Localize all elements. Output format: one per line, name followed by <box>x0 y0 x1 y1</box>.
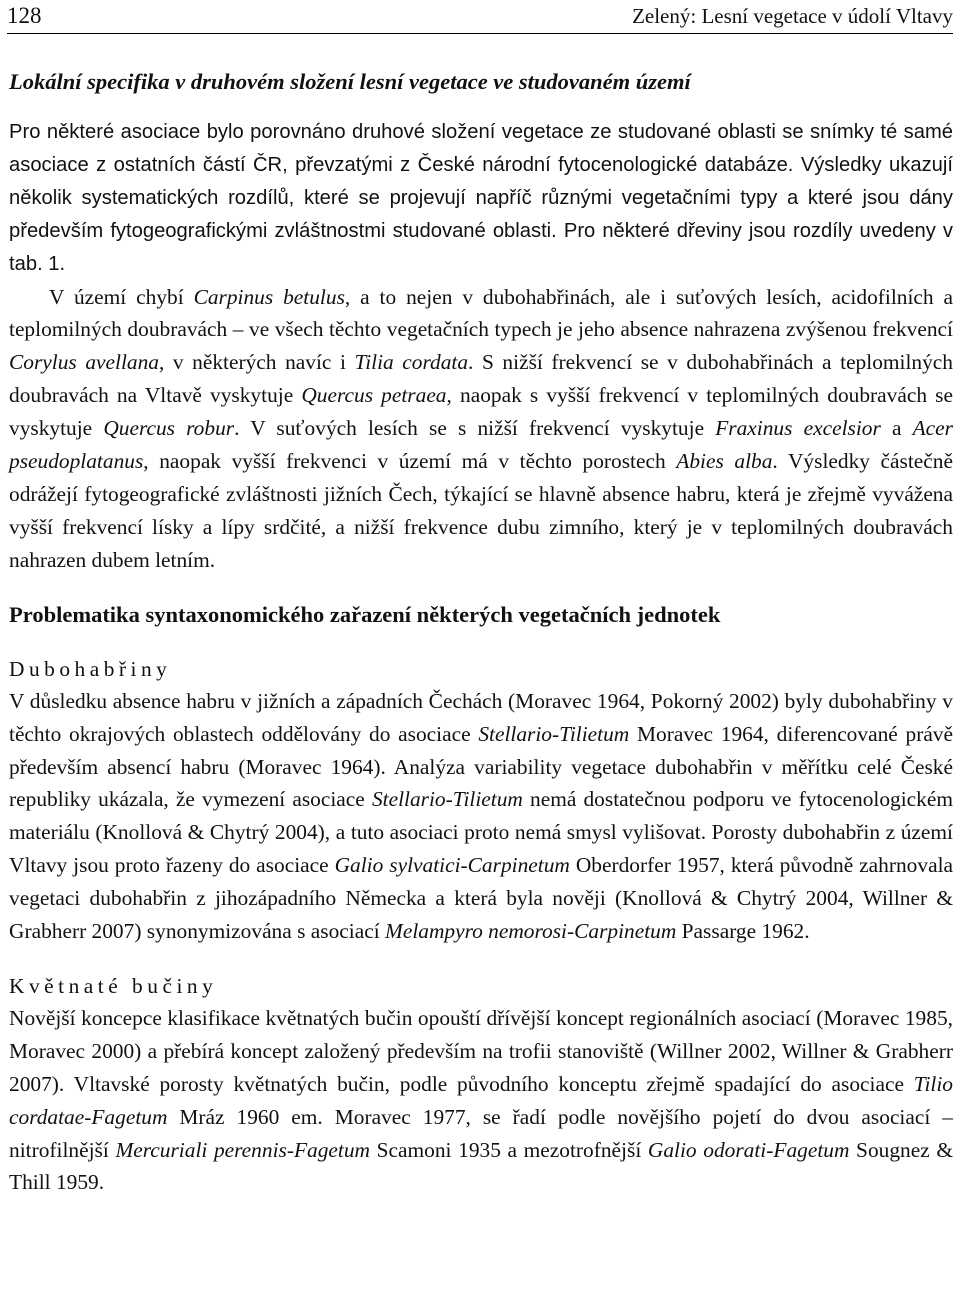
text-run: Mráz 1960 em. Moravec 1977, se řadí podle novějšího pojetí do dvou asociací – nitrofilnější <box>9 1104 953 1162</box>
text-run: . V suťových lesích se s nižší frekvencí vyskytuje <box>234 416 716 441</box>
text-run: . S nižší frekvencí se v dubohabřinách a teplomilných doubravách na Vltavě vyskytuje <box>9 350 953 408</box>
species-name: Corylus avellana <box>9 350 159 375</box>
syntaxon-name: Mercuriali perennis-Fagetum <box>115 1137 370 1162</box>
text-run: Scamoni 1935 a mezotrofnější <box>370 1137 648 1162</box>
text-run: , v některých navíc i <box>158 350 355 375</box>
subheading-kvetnate-buciny: Květnaté bučiny <box>9 973 218 998</box>
species-name: Quercus petraea <box>301 383 447 408</box>
syntaxon-name: Galio sylvatici-Carpinetum <box>334 853 570 878</box>
syntaxon-name: Stellario-Tilietum <box>371 787 523 812</box>
text-run: a <box>880 416 913 441</box>
text-run: V důsledku absence habru v jižních a západních Čechách (Moravec 1964, Pokorný 2002) byly dubohabřiny v těchto okrajových oblastech oddělovány do asociace <box>9 688 953 746</box>
page <box>9 0 953 1199</box>
syntaxon-name: Galio odorati-Fagetum <box>647 1137 850 1162</box>
text-run: Oberdorfer 1957, která původně zahrnovala vegetaci dubohabřin z jihozápadního Německa a která byla nověji (Knollová & Chytrý 2004, Willner & Grabherr 2007) synonymizována s asociací <box>9 853 954 944</box>
species-paragraph <box>9 281 953 577</box>
species-name: Quercus robur <box>103 416 235 441</box>
text-run: Sougnez & Thill 1959. <box>9 1137 953 1195</box>
syntaxon-name: Stellario-Tilietum <box>478 721 630 746</box>
text-run: nemá dostatečnou podporu ve fytocenologickém materiálu (Knollová & Chytrý 2004), a tuto asociaci proto nemá smysl vylišovat. Porosty dubohabřin z území Vltavy jsou proto řazeny do asociace <box>9 787 954 878</box>
running-header <box>7 0 953 34</box>
running-title: Zelený: Lesní vegetace v údolí Vltavy <box>632 4 953 28</box>
species-name: Tilia cordata <box>354 350 469 375</box>
intro-paragraph <box>9 116 953 281</box>
section-heading-syntaxonomy: Problematika syntaxonomického zařazení některých vegetačních jednotek <box>9 601 721 627</box>
syntaxon-name: Tilio cordatae-Fagetum <box>9 1071 953 1129</box>
text-run: , a to nejen v dubohabřinách, ale i suťových lesích, acidofilních a teplomilných doubravách – ve všech těchto vegetačních typech je jeho absence nahrazena zvýšenou frekvencí <box>9 284 953 342</box>
section-heading-local-specifics: Lokální specifika v druhovém složení lesní vegetace ve studovaném území <box>9 69 691 94</box>
buciny-paragraph <box>9 1002 953 1199</box>
intro-text: Pro některé asociace bylo porovnáno druhové složení vegetace ze studované oblasti se snímky té samé asociace z ostatních částí ČR, převzatými z České národní fytocenologické databáze. Výsledky ukazují několik systematických rozdílů, které se projevují napříč různými vegetačními typy a které jsou dány především fytogeografickými zvláštnostmi studované oblasti. Pro některé dřeviny jsou rozdíly uvedeny v tab. 1. <box>9 121 953 275</box>
species-name: Fraxinus excelsior <box>715 416 881 441</box>
species-name: Carpinus betulus <box>193 284 345 309</box>
text-run: . Výsledky částečně odrážejí fytogeografické zvláštnosti jižních Čech, týkající se hlavně absence habru, která je zřejmě vyvážena vyšší frekvencí lísky a lípy srdčité, a nižší frekvence dubu zimního, který je v teplomilných doubravách nahrazen dubem letním. <box>9 449 953 572</box>
species-name: Abies alba <box>676 449 773 474</box>
text-run: , naopak s vyšší frekvencí v teplomilných doubravách se vyskytuje <box>9 383 953 441</box>
subheading-dubohabriny: Dubohabřiny <box>9 656 172 681</box>
species-name: Acer pseudoplatanus <box>9 416 953 474</box>
text-run: Moravec 1964, diferencované právě především absencí habru (Moravec 1964). Analýza variability vegetace dubohabřin v měřítku celé České republiky ukázala, že vymezení asociace <box>9 721 953 812</box>
text-run: , naopak vyšší frekvenci v území má v těchto porostech <box>143 449 677 474</box>
syntaxon-name: Melampyro nemorosi-Carpinetum <box>385 919 677 944</box>
dubohabriny-paragraph <box>9 685 953 948</box>
text-run: V území chybí <box>49 284 194 309</box>
page-number: 128 <box>7 3 42 28</box>
text-run: Novější koncepce klasifikace květnatých bučin opouští dřívější koncept regionálních asociací (Moravec 1985, Moravec 2000) a přebírá koncept založený především na trofii stanoviště (Willner 2002, Willner & Grabherr 2007). Vltavské porosty květnatých bučin, podle původního konceptu zřejmě spadající do asociace <box>9 1005 953 1096</box>
text-run: Passarge 1962. <box>676 919 810 944</box>
